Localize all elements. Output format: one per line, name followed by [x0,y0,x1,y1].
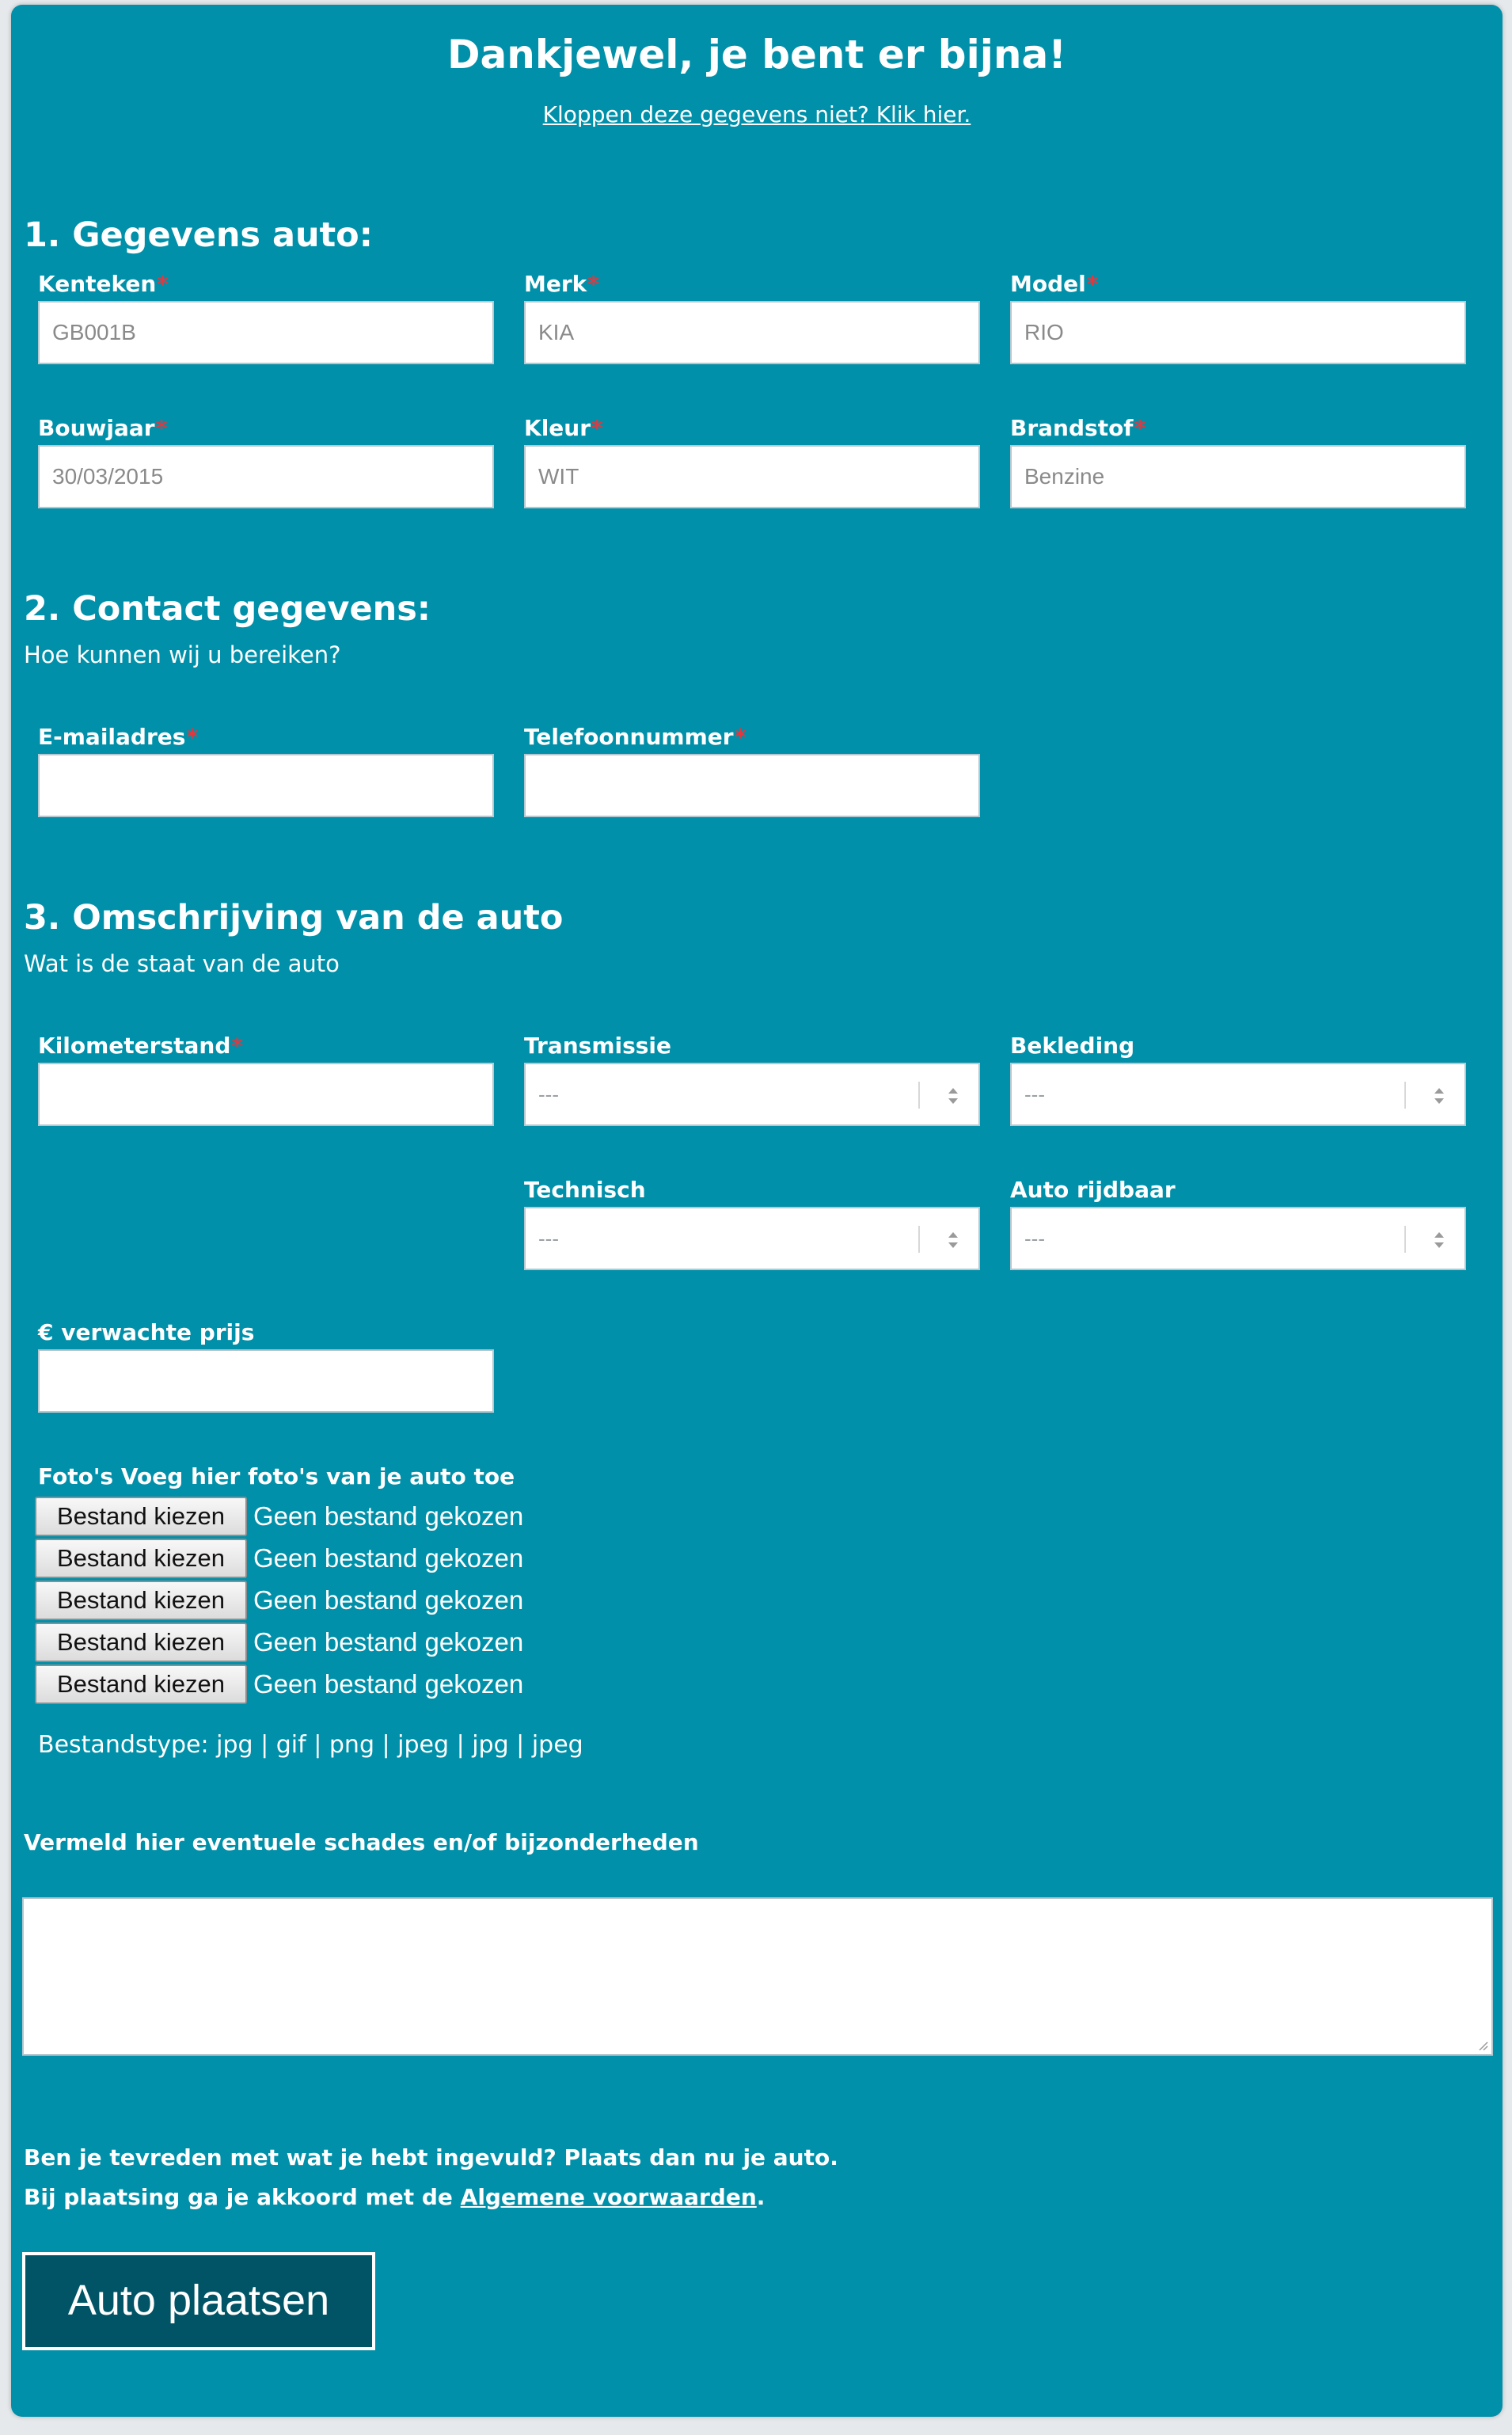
price-label: € verwachte prijs [38,1319,255,1345]
required-marker: * [1086,271,1099,297]
transmissie-select-value: --- [538,1082,559,1106]
file-choose-button-2[interactable]: Bestand kiezen [35,1539,247,1578]
select-divider [1404,1226,1406,1253]
auto-rijdbaar-label: Auto rijdbaar [1010,1177,1176,1203]
brandstof-field[interactable]: Benzine [1010,445,1466,508]
file-status-5: Geen bestand gekozen [253,1669,524,1699]
page-title: Dankjewel, je bent er bijna! [446,32,1067,78]
bekleding-label: Bekleding [1010,1033,1135,1059]
technisch-select[interactable] [524,1207,980,1270]
section-subtitle-contact: Hoe kunnen wij u bereiken? [24,641,341,668]
phone-label: Telefoonnummer* [524,724,747,750]
section-subtitle-description: Wat is de staat van de auto [24,950,340,977]
terms-text: Bij plaatsing ga je akkoord met de Algemene voorwaarden. [24,2184,765,2210]
auto-rijdbaar-select-value: --- [1024,1227,1045,1250]
transmissie-label: Transmissie [524,1033,672,1059]
kenteken-label: Kenteken* [38,271,169,297]
technisch-select-value: --- [538,1227,559,1250]
model-label: Model* [1010,271,1099,297]
required-marker: * [587,271,599,297]
auto-rijdbaar-select[interactable] [1010,1207,1466,1270]
merk-field[interactable]: KIA [524,301,980,364]
merk-label: Merk* [524,271,599,297]
select-arrows-icon [944,1080,963,1112]
required-marker: * [186,724,199,750]
select-divider [918,1226,920,1253]
phone-field[interactable] [524,754,980,817]
remarks-label: Vermeld hier eventuele schades en/of bijzonderheden [24,1829,699,1855]
required-marker: * [734,724,747,750]
kleur-label: Kleur* [524,415,603,441]
bekleding-select[interactable] [1010,1063,1466,1126]
bouwjaar-field[interactable]: 30/03/2015 [38,445,494,508]
file-choose-button-4[interactable]: Bestand kiezen [35,1623,247,1662]
section-heading-contact: 2. Contact gegevens: [24,589,431,629]
file-status-2: Geen bestand gekozen [253,1543,524,1573]
required-marker: * [591,415,603,441]
select-arrows-icon [1430,1080,1449,1112]
file-status-3: Geen bestand gekozen [253,1585,524,1615]
select-arrows-icon [944,1224,963,1256]
terms-link[interactable]: Algemene voorwaarden [460,2184,757,2210]
incorrect-data-link[interactable]: Kloppen deze gegevens niet? Klik hier. [542,101,971,127]
price-field[interactable] [38,1349,494,1413]
file-choose-button-1[interactable]: Bestand kiezen [35,1497,247,1536]
remarks-textarea[interactable] [22,1897,1493,2056]
submit-button[interactable]: Auto plaatsen [22,2252,375,2350]
email-field[interactable] [38,754,494,817]
required-marker: * [231,1033,244,1059]
email-label: E-mailadres* [38,724,199,750]
file-choose-button-3[interactable]: Bestand kiezen [35,1581,247,1620]
section-heading-car-details: 1. Gegevens auto: [24,215,373,255]
filetypes-note: Bestandstype: jpg | gif | png | jpeg | jpg | jpeg [38,1731,583,1759]
required-marker: * [155,415,168,441]
file-status-4: Geen bestand gekozen [253,1627,524,1657]
model-field[interactable]: RIO [1010,301,1466,364]
select-divider [1404,1082,1406,1109]
section-heading-description: 3. Omschrijving van de auto [24,898,564,938]
kenteken-field[interactable]: GB001B [38,301,494,364]
required-marker: * [1134,415,1146,441]
kilometer-field[interactable] [38,1063,494,1126]
brandstof-label: Brandstof* [1010,415,1146,441]
confirm-text: Ben je tevreden met wat je hebt ingevuld? Plaats dan nu je auto. [24,2144,838,2171]
file-status-1: Geen bestand gekozen [253,1501,524,1531]
photos-label: Foto's Voeg hier foto's van je auto toe [38,1463,515,1490]
select-divider [918,1082,920,1109]
file-choose-button-5[interactable]: Bestand kiezen [35,1665,247,1704]
technisch-label: Technisch [524,1177,646,1203]
bouwjaar-label: Bouwjaar* [38,415,168,441]
required-marker: * [157,271,169,297]
transmissie-select[interactable] [524,1063,980,1126]
kleur-field[interactable]: WIT [524,445,980,508]
select-arrows-icon [1430,1224,1449,1256]
kilometer-label: Kilometerstand* [38,1033,244,1059]
bekleding-select-value: --- [1024,1082,1045,1106]
form-panel [11,5,1503,2417]
resize-grip-icon[interactable] [1477,2040,1488,2051]
